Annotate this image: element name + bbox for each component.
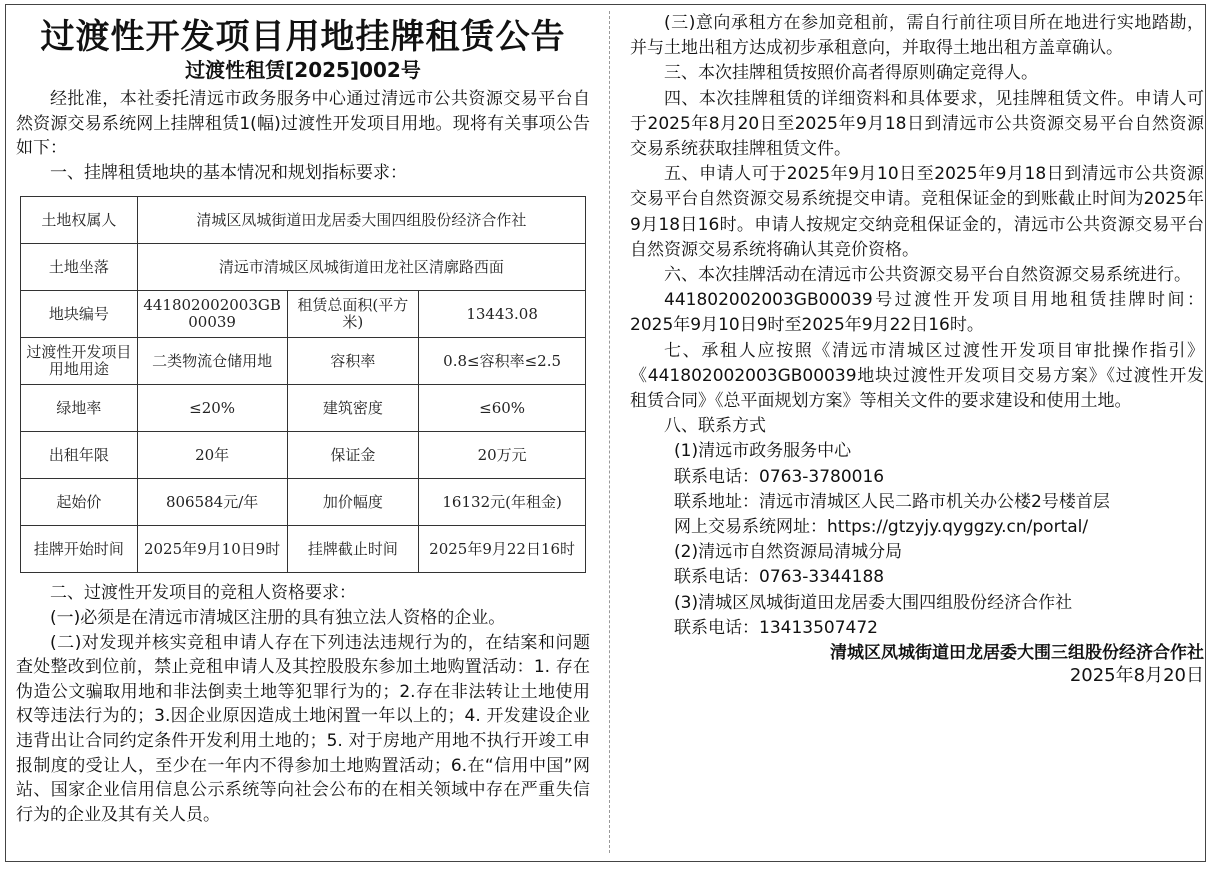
table-cell-value: ≤20% xyxy=(137,385,287,432)
section8-heading: 八、联系方式 xyxy=(664,416,766,437)
table-cell-label: 起始价 xyxy=(21,479,138,526)
table-cell-value: 20万元 xyxy=(419,432,586,479)
table-cell-label: 容积率 xyxy=(287,338,419,385)
section4-paragraph: 四、本次挂牌租赁的详细资料和具体要求，见挂牌租赁文件。申请人可于2025年8月20日至2025年9月18日到清远市公共资源交易平台自然资源交易系统获取挂牌租赁文件。 xyxy=(630,88,1204,160)
right-column xyxy=(630,11,1204,687)
table-cell-label: 租赁总面积(平方米) xyxy=(287,291,419,338)
table-row xyxy=(21,197,586,244)
left-column xyxy=(16,17,590,827)
contact2-phone: 联系电话：0763-3344188 xyxy=(674,567,885,588)
table-cell-label: 土地权属人 xyxy=(21,197,138,244)
table-cell-value: 2025年9月10日9时 xyxy=(137,526,287,573)
qualification-item-3: (三)意向承租方在参加竞租前，需自行前往项目所在地进行实地踏勘，并与土地出租方达成初步承租意向，并取得土地出租方盖章确认。 xyxy=(630,13,1204,59)
table-row xyxy=(21,479,586,526)
table-cell-label: 出租年限 xyxy=(21,432,138,479)
table-cell-value: 16132元(年租金) xyxy=(419,479,586,526)
table-cell-value: 二类物流仓储用地 xyxy=(137,338,287,385)
table-cell-value: 2025年9月22日16时 xyxy=(419,526,586,573)
table-row xyxy=(21,432,586,479)
table-cell-label: 过渡性开发项目用地用途 xyxy=(21,338,138,385)
contact2-name: (2)清远市自然资源局清城分局 xyxy=(674,542,903,563)
contact1-address: 联系地址：清远市清城区人民二路市机关办公楼2号楼首层 xyxy=(674,491,1110,512)
table-cell-value: 清远市清城区凤城街道田龙社区清廓路西面 xyxy=(137,244,585,291)
table-cell-value: 清城区凤城街道田龙居委大围四组股份经济合作社 xyxy=(137,197,585,244)
table-cell-label: 加价幅度 xyxy=(287,479,419,526)
issue-date: 2025年8月20日 xyxy=(1069,665,1204,687)
contact1-name: (1)清远市政务服务中心 xyxy=(674,441,852,462)
announcement-page xyxy=(5,4,1206,862)
table-row xyxy=(21,291,586,338)
listing-time-paragraph: 441802002003GB00039号过渡性开发项目用地租赁挂牌时间：2025年9月10日9时至2025年9月22日16时。 xyxy=(630,290,1204,336)
contact1-website: 网上交易系统网址：https://gtzyjy.qyggzy.cn/portal/ xyxy=(674,517,1089,538)
table-cell-label: 挂牌截止时间 xyxy=(287,526,419,573)
table-cell-label: 绿地率 xyxy=(21,385,138,432)
contact3-name: (3)清城区凤城街道田龙居委大围四组股份经济合作社 xyxy=(674,592,1073,613)
table-cell-value: 20年 xyxy=(137,432,287,479)
qualification-item-2: (二)对发现并核实竞租申请人存在下列违法违规行为的，在结案和问题查处整改到位前，禁止竞租申请人及其控股股东参加土地购置活动：1. 存在伪造公文骗取用地和非法倒卖土地等犯罪行为的；2.存在非法转让土地使用权等违法行为的；3.因企业原因造成土地闲置一年以上的；4. 开发建设企业违背出让合同约定条件开发利用土地的；5. 对于房地产用地不执行开竣工申报制度的受让人，至少在一年内不得参加土地购置活动；6.在“信用中国”网站、国家企业信用信息公示系统等向社会公布的在相关领域中存在严重失信行为的企业及其有关人员。 xyxy=(16,632,590,825)
section7-paragraph: 七、承租人应按照《清远市清城区过渡性开发项目审批操作指引》《441802002003GB00039地块过渡性开发项目交易方案》《过渡性开发租赁合同》《总平面规划方案》等相关文件的要求建设和使用土地。 xyxy=(630,340,1204,412)
page-title: 过渡性开发项目用地挂牌租赁公告 xyxy=(40,17,566,57)
table-cell-label: 建筑密度 xyxy=(287,385,419,432)
table-row xyxy=(21,385,586,432)
table-cell-label: 挂牌开始时间 xyxy=(21,526,138,573)
document-number: 过渡性租赁[2025]002号 xyxy=(185,58,421,82)
section6-paragraph: 六、本次挂牌活动在清远市公共资源交易平台自然资源交易系统进行。 xyxy=(664,265,1191,286)
table-cell-value: 13443.08 xyxy=(419,291,586,338)
table-cell-value: ≤60% xyxy=(419,385,586,432)
table-cell-value: 441802002003GB00039 xyxy=(137,291,287,338)
table-cell-label: 土地坐落 xyxy=(21,244,138,291)
table-cell-label: 保证金 xyxy=(287,432,419,479)
qualification-item-1: (一)必须是在清远市清城区注册的具有独立法人资格的企业。 xyxy=(50,607,506,628)
table-cell-value: 806584元/年 xyxy=(137,479,287,526)
section5-paragraph: 五、申请人可于2025年9月10日至2025年9月18日到清远市公共资源交易平台自然资源交易系统提交申请。竞租保证金的到账截止时间为2025年9月18日16时。申请人按规定交纳竞租保证金的，清远市公共资源交易平台自然资源交易系统将确认其竞价资格。 xyxy=(630,164,1204,260)
issuer-signature: 清城区凤城街道田龙居委大围三组股份经济合作社 xyxy=(830,643,1204,664)
intro-paragraph: 经批准，本社委托清远市政务服务中心通过清远市公共资源交易平台自然资源交易系统网上挂牌租赁1(幅)过渡性开发项目用地。现将有关事项公告如下： xyxy=(16,89,590,159)
table-cell-label: 地块编号 xyxy=(21,291,138,338)
table-row xyxy=(21,526,586,573)
section3-paragraph: 三、本次挂牌租赁按照价高者得原则确定竞得人。 xyxy=(664,63,1038,84)
table-cell-value: 0.8≤容积率≤2.5 xyxy=(419,338,586,385)
column-divider xyxy=(609,11,610,853)
section2-heading: 二、过渡性开发项目的竞租人资格要求： xyxy=(50,583,356,604)
land-info-table xyxy=(20,196,586,573)
section1-heading: 一、挂牌租赁地块的基本情况和规划指标要求： xyxy=(50,162,407,183)
table-row xyxy=(21,244,586,291)
contact3-phone: 联系电话：13413507472 xyxy=(674,617,878,638)
contact1-phone: 联系电话：0763-3780016 xyxy=(674,466,885,487)
table-row xyxy=(21,338,586,385)
